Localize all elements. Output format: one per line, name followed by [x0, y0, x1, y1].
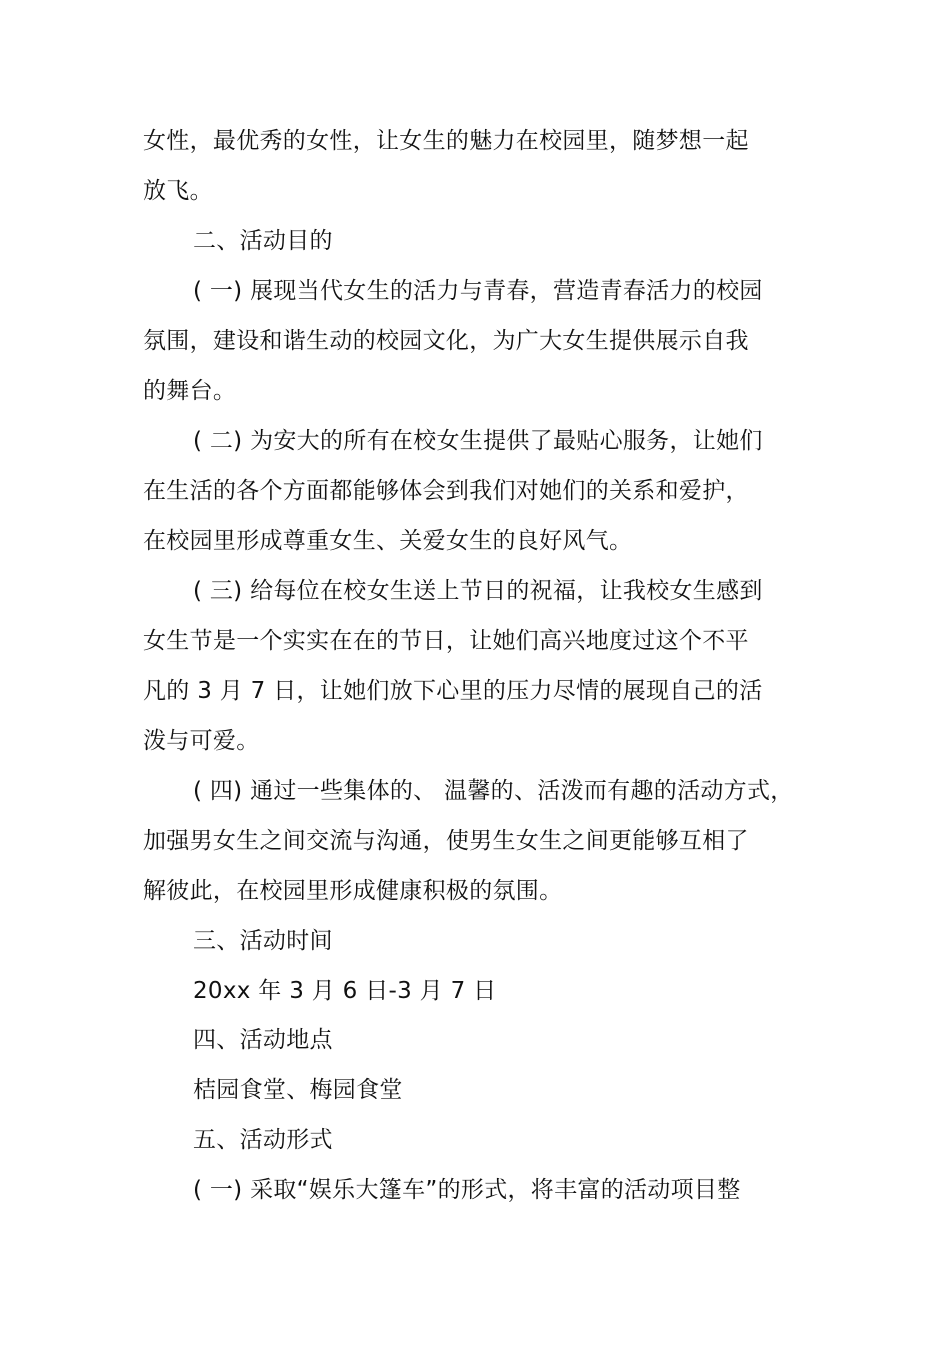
body-text-line: 在校园里形成尊重女生、关爱女生的良好风气。: [143, 528, 633, 554]
paragraph-first-line: ( 四) 通过一些集体的、 温馨的、活泼而有趣的活动方式，: [193, 778, 794, 804]
paragraph-first-line: ( 三) 给每位在校女生送上节日的祝福，让我校女生感到: [193, 578, 763, 604]
body-text-line: 解彼此，在校园里形成健康积极的氛围。: [143, 878, 563, 904]
body-text-line: 氛围，建设和谐生动的校园文化，为广大女生提供展示自我: [143, 328, 749, 354]
paragraph-first-line: ( 一) 采取“娱乐大篷车”的形式，将丰富的活动项目整: [193, 1177, 741, 1203]
paragraph-first-line: ( 二) 为安大的所有在校女生提供了最贴心服务，让她们: [193, 428, 763, 454]
activity-date: 20xx 年 3 月 6 日-3 月 7 日: [193, 978, 497, 1004]
body-text-line: 在生活的各个方面都能够体会到我们对她们的关系和爱护，: [143, 478, 749, 504]
section-heading: 二、活动目的: [193, 228, 333, 254]
section-heading: 四、活动地点: [193, 1027, 333, 1053]
section-heading: 三、活动时间: [193, 928, 333, 954]
body-text-line: 泼与可爱。: [143, 728, 260, 754]
paragraph-first-line: ( 一) 展现当代女生的活力与青春，营造青春活力的校园: [193, 278, 763, 304]
body-text-line: 加强男女生之间交流与沟通，使男生女生之间更能够互相了: [143, 828, 749, 854]
body-text-line: 凡的 3 月 7 日，让她们放下心里的压力尽情的展现自己的活: [143, 678, 763, 704]
body-text-line: 女性，最优秀的女性，让女生的魅力在校园里，随梦想一起: [143, 128, 749, 154]
activity-location: 桔园食堂、梅园食堂: [193, 1077, 403, 1103]
body-text-line: 放飞。: [143, 178, 213, 204]
section-heading: 五、活动形式: [193, 1127, 333, 1153]
body-text-line: 的舞台。: [143, 378, 237, 404]
body-text-line: 女生节是一个实实在在的节日，让她们高兴地度过这个不平: [143, 628, 749, 654]
